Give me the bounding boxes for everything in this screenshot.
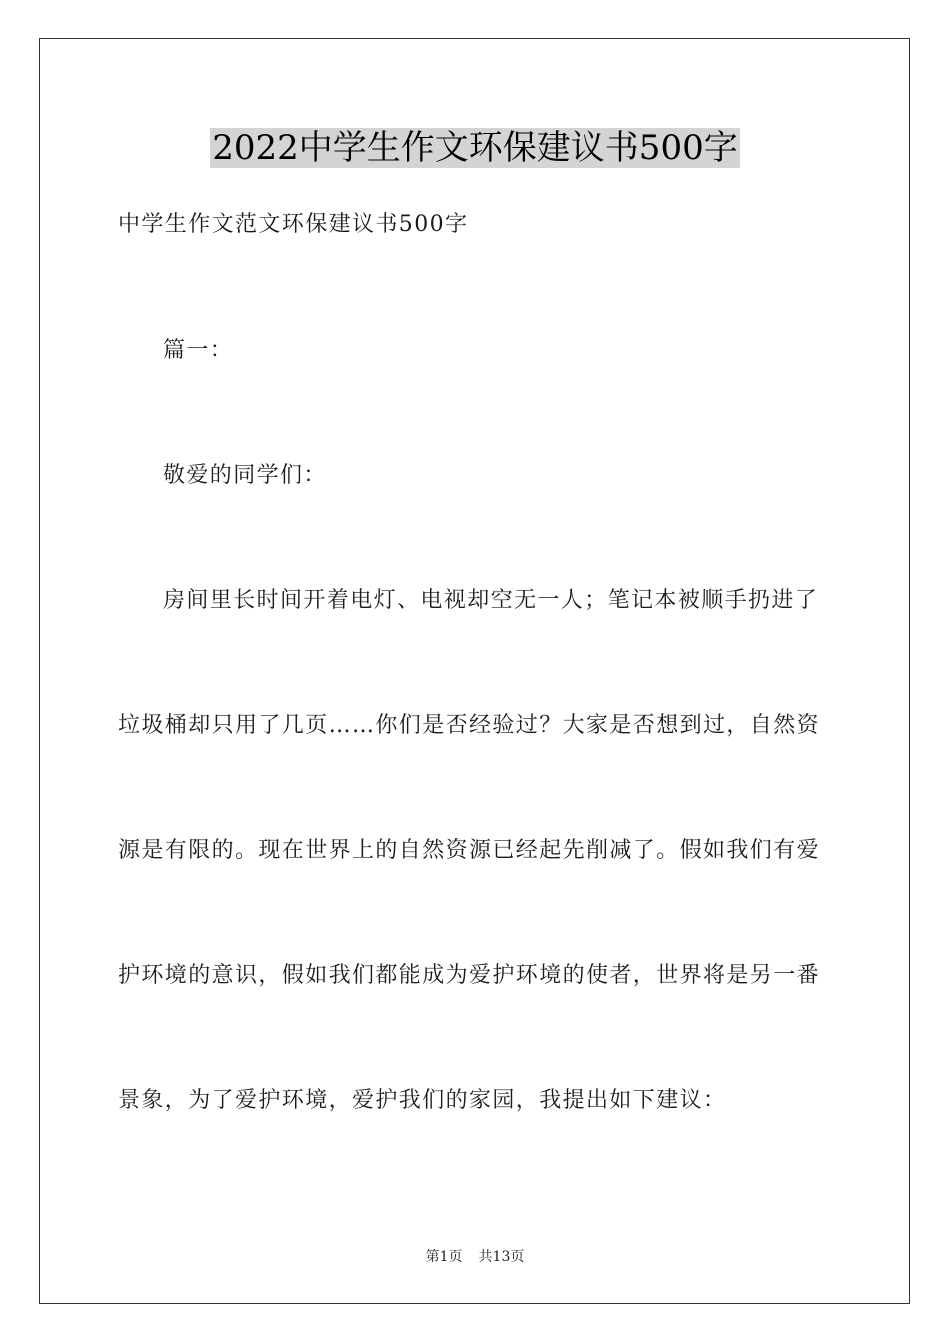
- page-number-current: 第1页: [425, 1249, 463, 1265]
- document-title: 2022中学生作文环保建议书500字: [212, 128, 738, 168]
- body-line-1: 房间里长时间开着电灯、电视却空无一人；笔记本被顺手扔进了: [163, 588, 819, 613]
- title-container: [0, 128, 950, 168]
- section-label: 篇一：: [163, 338, 234, 363]
- page-footer: [0, 1248, 950, 1266]
- page-number-total: 共13页: [478, 1249, 525, 1265]
- body-line-5: 景象，为了爱护环境，爱护我们的家园，我提出如下建议：: [118, 1088, 727, 1113]
- body-line-3: 源是有限的。现在世界上的自然资源已经起先削减了。假如我们有爱: [118, 838, 821, 863]
- document-subtitle: 中学生作文范文环保建议书500字: [118, 212, 469, 237]
- salutation: 敬爱的同学们：: [163, 463, 327, 488]
- body-line-2: 垃圾桶却只用了几页……你们是否经验过？大家是否想到过，自然资: [118, 713, 821, 738]
- body-line-4: 护环境的意识，假如我们都能成为爱护环境的使者，世界将是另一番: [118, 963, 821, 988]
